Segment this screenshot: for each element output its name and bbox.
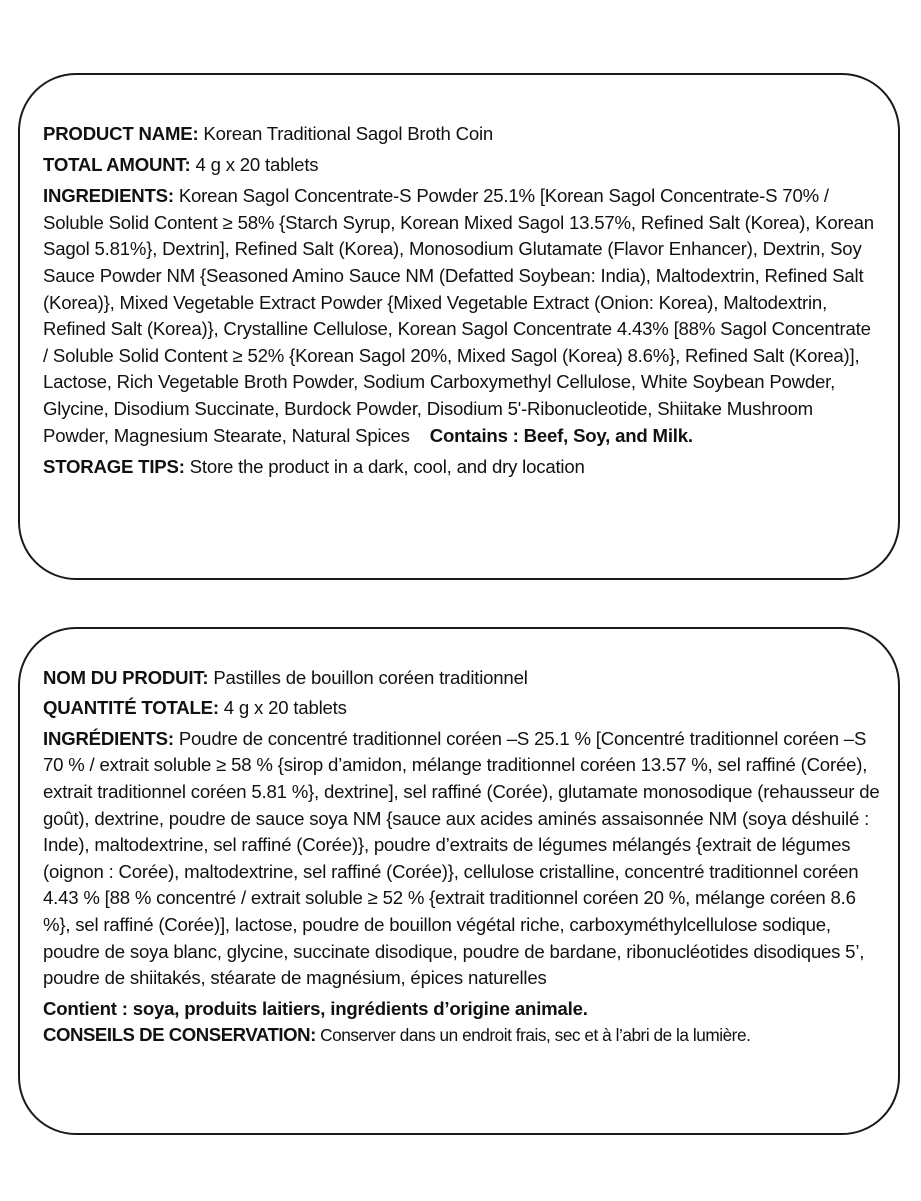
allergen-statement: Contains : Beef, Soy, and Milk. (429, 424, 693, 446)
nom-produit-label: NOM DU PRODUIT: (43, 667, 209, 688)
conservation-value: Conserver dans un endroit frais, sec et à l’abri de la lumière. (315, 1025, 751, 1046)
english-label-panel (18, 73, 900, 580)
french-label-panel (18, 627, 900, 1135)
total-amount-label: TOTAL AMOUNT: (43, 154, 191, 176)
ingredients-row (43, 183, 874, 449)
product-name-row (43, 121, 874, 148)
nom-produit-row (43, 665, 886, 692)
quantite-totale-row (43, 695, 886, 722)
ingredients-fr-label: INGRÉDIENTS: (43, 727, 174, 749)
ingredients-fr-row (43, 726, 886, 992)
storage-label: STORAGE TIPS: (43, 455, 185, 477)
storage-row (43, 454, 874, 481)
ingredients-label: INGREDIENTS: (43, 185, 174, 207)
total-amount-value: 4 g x 20 tablets (190, 154, 319, 176)
ingredients-fr-value: Poudre de concentré traditionnel coréen –S 25.1 % [Concentré traditionnel coréen –S 70 % / extrait soluble ≥ 58 % {sirop d’amidon, mélange traditionnel coréen 13.57 %, sel raffiné (Corée), extrait traditionnel coréen 5.81 %}, dextrine], sel raffiné (Corée), glutamate monosodique (rehausseur de goût), dextrine, poudre de sauce soya NM {sauce aux acides aminés assaisonnée NM (soya déshuilé : Inde), maltodextrine, sel raffiné (Corée)}, poudre d’extraits de légumes mélangés {extrait de légumes (oignon : Corée), maltodextrine, sel raffiné (Corée)}, cellulose cristalline, concentré traditionnel coréen 4.43 % [88 % concentré / extrait soluble ≥ 52 % {extrait traditionnel coréen 20 %, mélange coréen 8.6 %}, sel raffiné (Corée)], lactose, poudre de bouillon végétal riche, carboxyméthylcellulose sodique, poudre de soya blanc, glycine, succinate disodique, poudre de bardane, ribonucléotides disodiques 5’, poudre de shiitakés, stéarate de magnésium, épices naturelles (43, 727, 880, 989)
conservation-row (43, 1022, 886, 1049)
allergen-statement-fr: Contient : soya, produits laitiers, ingrédients d’origine animale. (43, 997, 588, 1019)
quantite-totale-value: 4 g x 20 tablets (218, 697, 347, 719)
total-amount-row (43, 152, 874, 179)
ingredients-value: Korean Sagol Concentrate-S Powder 25.1% [Korean Sagol Concentrate-S 70% / Soluble Solid Content ≥ 58% {Starch Syrup, Korean Mixed Sagol 13.57%, Refined Salt (Korea), Korean Sagol 5.81%}, Dextrin], Refined Salt (Korea), Monosodium Glutamate (Flavor Enhancer), Dextrin, Soy Sauce Powder NM {Seasoned Amino Sauce NM (Defatted Soybean: India), Maltodextrin, Refined Salt (Korea)}, Mixed Vegetable Extract Powder {Mixed Vegetable Extract (Onion: Korea), Maltodextrin, Refined Salt (Korea)}, Crystalline Cellulose, Korean Sagol Concentrate 4.43% [88% Sagol Concentrate / Soluble Solid Content ≥ 52% {Korean Sagol 20%, Mixed Sagol (Korea) 8.6%}, Refined Salt (Korea)], Lactose, Rich Vegetable Broth Powder, Sodium Carboxymethyl Cellulose, White Soybean Powder, Glycine, Disodium Succinate, Burdock Powder, Disodium 5'-Ribonucleotide, Shiitake Mushroom Powder, Magnesium Stearate, Natural Spices (43, 185, 874, 446)
product-name-label: PRODUCT NAME: (43, 123, 199, 144)
nom-produit-value: Pastilles de bouillon coréen traditionnel (208, 667, 528, 688)
conservation-label: CONSEILS DE CONSERVATION: (43, 1024, 316, 1046)
product-name-value: Korean Traditional Sagol Broth Coin (198, 123, 494, 144)
quantite-totale-label: QUANTITÉ TOTALE: (43, 697, 219, 719)
storage-value: Store the product in a dark, cool, and dry location (184, 455, 585, 477)
